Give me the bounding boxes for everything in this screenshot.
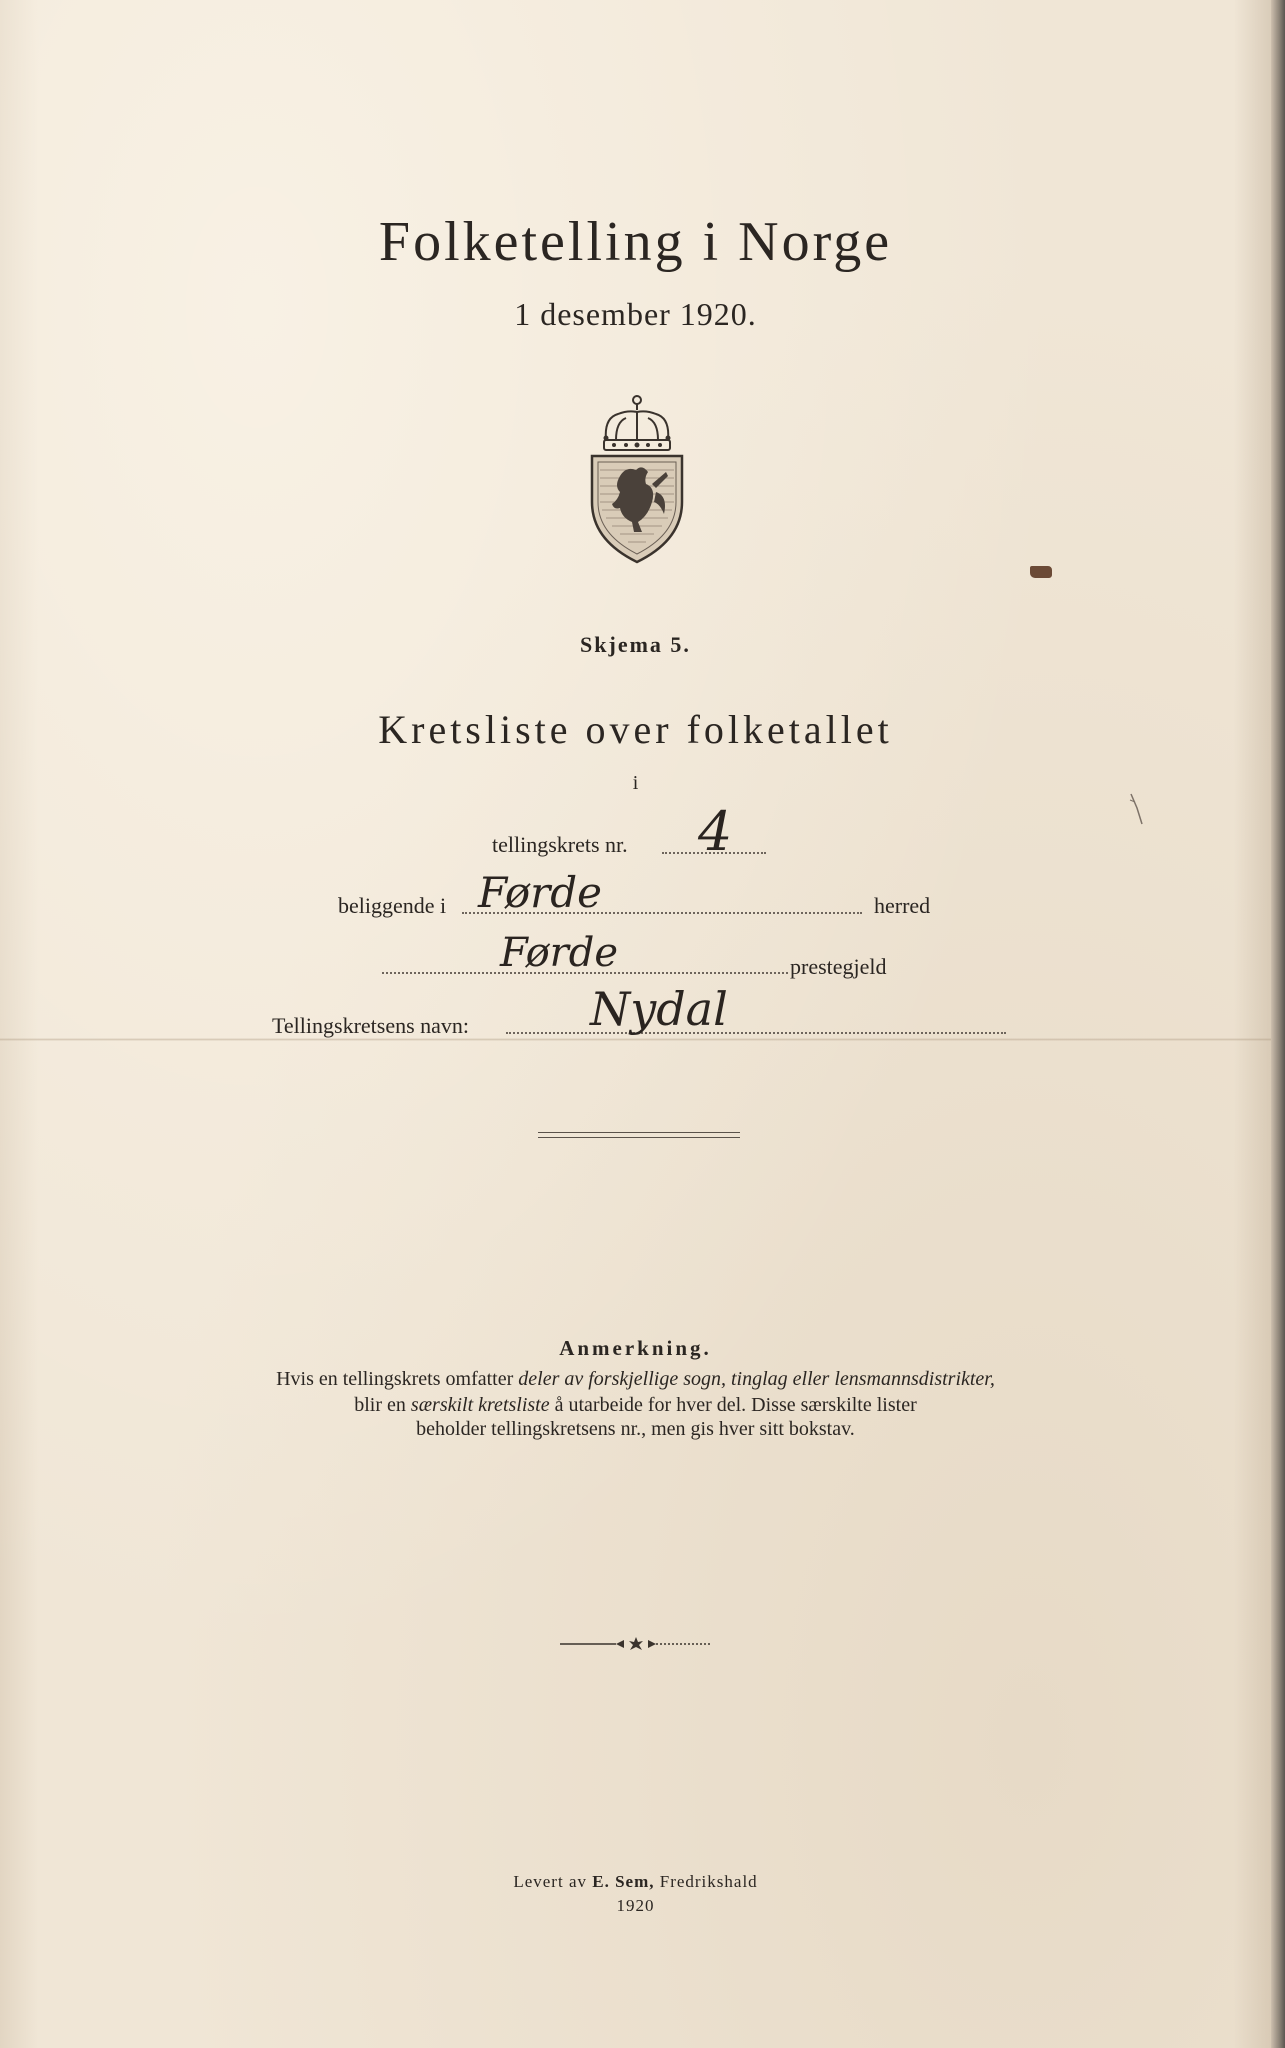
note-line-2-italic: særskilt kretsliste bbox=[410, 1394, 550, 1416]
form-number: Skjema 5. bbox=[580, 632, 691, 657]
note-line-2-text-b: å utarbeide for hver del. Disse særskilte lister bbox=[549, 1394, 917, 1416]
printer-year: 1920 bbox=[616, 1896, 655, 1915]
printer-credit bbox=[0, 1872, 1271, 1892]
kretsnavn-dotted-line bbox=[506, 1032, 1006, 1034]
beliggende-label: beliggende i bbox=[338, 893, 447, 918]
paper-fold bbox=[0, 1038, 1271, 1041]
kretsnavn-label: Tellingskretsens navn: bbox=[272, 1013, 470, 1038]
connector-text: i bbox=[632, 772, 639, 794]
kretsnavn-field[interactable]: Nydal bbox=[590, 982, 728, 1036]
norwegian-coat-of-arms-icon bbox=[586, 392, 688, 564]
tellingskrets-number-field[interactable]: 4 bbox=[698, 800, 733, 863]
pencil-mark-icon bbox=[1128, 792, 1144, 826]
page-edge bbox=[1271, 0, 1285, 2048]
prestegjeld-label: prestegjeld bbox=[790, 954, 887, 979]
note-line-3: beholder tellingskretsens nr., men gis hver sitt bokstav. bbox=[416, 1418, 855, 1440]
herred-label: herred bbox=[874, 893, 931, 918]
double-rule-bottom bbox=[538, 1137, 740, 1138]
printer-prefix: Levert av bbox=[513, 1872, 593, 1891]
note-line-1 bbox=[0, 1368, 1271, 1391]
note-line-1-italic: deler av forskjellige sogn, tinglag eller lensmannsdistrikter, bbox=[518, 1368, 995, 1390]
note-line-1-text: Hvis en tellingskrets omfatter bbox=[276, 1368, 519, 1390]
ornament-divider-icon bbox=[558, 1636, 714, 1652]
census-date: 1 desember 1920. bbox=[514, 296, 757, 332]
double-rule-top bbox=[538, 1132, 740, 1133]
printer-name: E. Sem, bbox=[592, 1872, 655, 1891]
prestegjeld-field[interactable]: Førde bbox=[500, 930, 619, 976]
note-heading: Anmerkning. bbox=[559, 1336, 712, 1360]
herred-field[interactable]: Førde bbox=[478, 868, 602, 917]
note-line-2 bbox=[0, 1394, 1271, 1417]
note-line-2-text-a: blir en bbox=[354, 1394, 411, 1416]
printer-place: Fredrikshald bbox=[654, 1872, 758, 1891]
paper-stain bbox=[1030, 566, 1052, 578]
document-title: Folketelling i Norge bbox=[378, 211, 893, 273]
tellingskrets-label: tellingskrets nr. bbox=[492, 832, 628, 857]
form-heading: Kretsliste over folketallet bbox=[378, 707, 893, 752]
